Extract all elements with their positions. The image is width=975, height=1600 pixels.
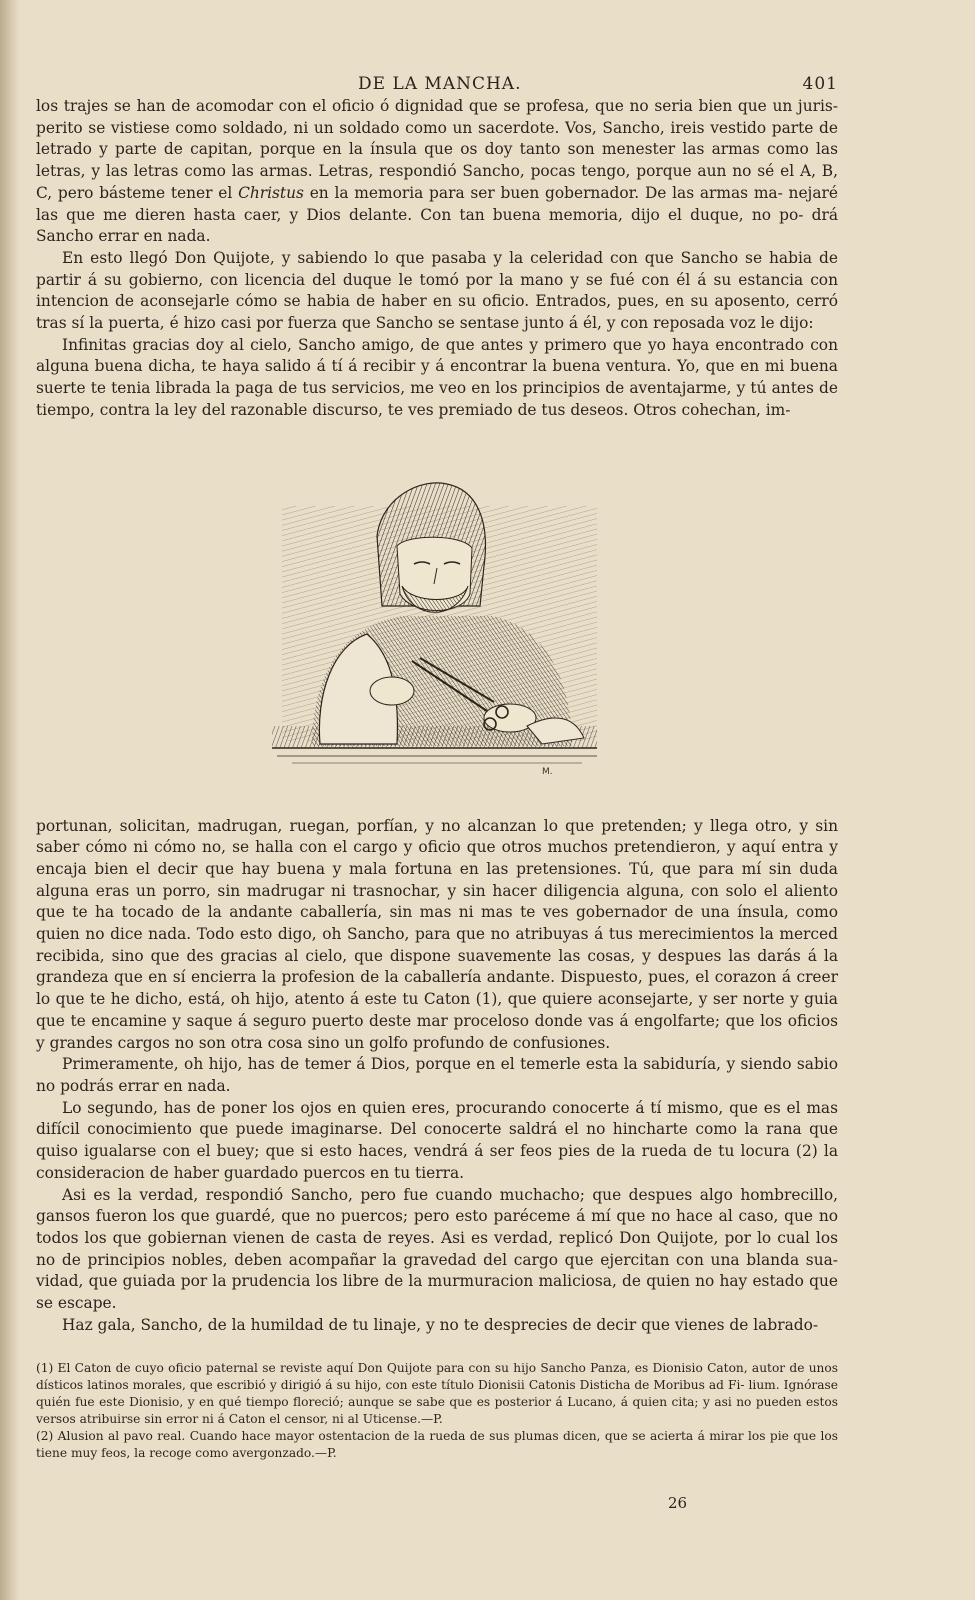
header-title: DE LA MANCHA. xyxy=(358,74,522,94)
body-text-top xyxy=(36,96,838,422)
paragraph: portunan, solicitan, madrugan, ruegan, porfían, y no alcanzan lo que pretenden; y llega otro, y sin saber cómo ni cómo no, se halla con el cargo y oficio que otros muchos pretendieron, y aquí entra y encaja bien el decir que hay buena y mala fortuna en las pretensiones. Tú, que para mí sin duda alguna eras un porro, sin madrugar ni trasnochar, y sin hacer diligencia alguna, con solo el aliento que te ha tocado de la andante caballería, sin mas ni mas te ves gobernador de una ínsula, como quien no dice nada. Todo esto digo, oh Sancho, para que no atribuyas á tus merecimientos la merced recibida, sino que des gracias al cielo, que dispone suavemente las cosas, y despues las darás á la grandeza que en sí encierra la profesion de la caballería andante. Dispuesto, pues, el corazon á creer lo que te he dicho, está, oh hijo, atento á este tu Caton (1), que quiere aconsejarte, y ser norte y guia que te encamine y saque á seguro puerto deste mar proceloso donde vas á engolfarte; que los oficios y grandes cargos no son otra cosa sino un golfo profundo de confusiones. xyxy=(36,816,838,1052)
footnote: (2) Alusion al pavo real. Cuando hace mayor ostentacion de la rueda de sus plumas dicen, que se acierta á mirar los pie que los tiene muy feos, la recoge como avergonzado.—P. xyxy=(36,1429,838,1461)
paragraph: Infinitas gracias doy al cielo, Sancho amigo, de que antes y primero que yo haya encontrado con alguna buena dicha, te haya salido á tí á recibir y á encontrar la buena ventura. Yo, que en mi buena suerte te tenia librada la paga de tus servicios, me veo en los principios de aventajarme, y tú antes de tiempo, contra la ley del razonable discurso, te ves premiado de tus deseos. Otros cohechan, im- xyxy=(36,335,838,419)
paragraph: En esto llegó Don Quijote, y sabiendo lo que pasaba y la celeridad con que Sancho se habia de partir á su gobierno, con licencia del duque le tomó por la mano y se fué con él á su estancia con intencion de aconsejarle cómo se habia de haber en su oficio. Entrados, pues, en su aposento, cerró tras sí la puerta, é hizo casi por fuerza que Sancho se sentase junto á él, y con reposada voz le dijo: xyxy=(36,248,838,333)
paragraph: Asi es la verdad, respondió Sancho, pero fue cuando muchacho; que despues algo hombrecillo, gansos fueron los que guardé, que no puercos; pero esto paréceme á mí que no hace al caso, que no todos los que gobiernan vienen de casta de reyes. Asi es verdad, replicó Don Quijote, por lo cual los no de principios nobles, deben acompañar la gravedad del cargo que ejercitan con una blanda sua- vidad, que guiada por la prudencia los libre de la murmuracion maliciosa, de quien no hay estado que se escape. xyxy=(36,1185,838,1313)
paragraph: Lo segundo, has de poner los ojos en quien eres, procurando conocerte á tí mismo, que es el mas difícil conocimiento que puede imaginarse. Del conocerte saldrá el no hincharte como la rana que quiso igualarse con el buey; que si esto haces, vendrá á ser feos pies de la rueda de tu locura (2) la consideracion de haber guardado puercos en tu tierra. xyxy=(36,1098,838,1182)
book-gutter xyxy=(0,0,20,1600)
signature-mark: 26 xyxy=(668,1494,688,1512)
engraving-illustration xyxy=(272,476,602,806)
paragraph: Primeramente, oh hijo, has de temer á Dios, porque en el temerle esta la sabiduría, y siendo sabio no podrás errar en nada. xyxy=(36,1055,838,1095)
christus-word: Christus xyxy=(238,183,304,202)
body-text-bottom xyxy=(36,816,838,1337)
page-number: 401 xyxy=(802,74,838,94)
running-header xyxy=(36,70,838,96)
paragraph-text: los trajes se han de acomodar con el oficio ó dignidad que se profesa, que no seria bien que un juris- perito se vistiese como soldado, ni un soldado como un sacerdote. Vos, Sancho, ireis vestido parte de letrado y parte de capitan, porque en la ínsula que os doy tanto son menester las armas como las letras, y las letras como las armas. Letras, respondió Sancho, pocas tengo, porque aun no sé el A, B, C, pero básteme tener el xyxy=(36,97,838,202)
sancho-engraving xyxy=(272,476,602,806)
engraver-signature: M. xyxy=(542,766,553,777)
footnotes xyxy=(36,1360,838,1462)
footnote: (1) El Caton de cuyo oficio paternal se reviste aquí Don Quijote para con su hijo Sancho Panza, es Dionisio Caton, autor de unos dísticos latinos morales, que escribió y dirigió á su hijo, con este título Dionisii Catonis Disticha de Moribus ad Fi- lium. Ignórase quién fue este Dionisio, y en qué tiempo floreció; aunque se sabe que es posterior á Lucano, á quien cita; y asi no pueden estos versos atribuirse sin error ni á Caton el censor, ni al Uticense.—P. xyxy=(36,1361,838,1427)
book-page xyxy=(36,70,838,1462)
paragraph: Haz gala, Sancho, de la humildad de tu linaje, y no te desprecies de decir que vienes de labrado- xyxy=(62,1315,819,1334)
left-hand xyxy=(370,677,414,705)
paragraph-text: en la memoria para ser buen gobernador. De las armas ma- nejaré las que me dieren hasta caer, y Dios delante. Con tan buena memoria, dijo el duque, no po- drá Sancho errar en nada. xyxy=(36,183,838,246)
paragraph xyxy=(36,96,838,248)
